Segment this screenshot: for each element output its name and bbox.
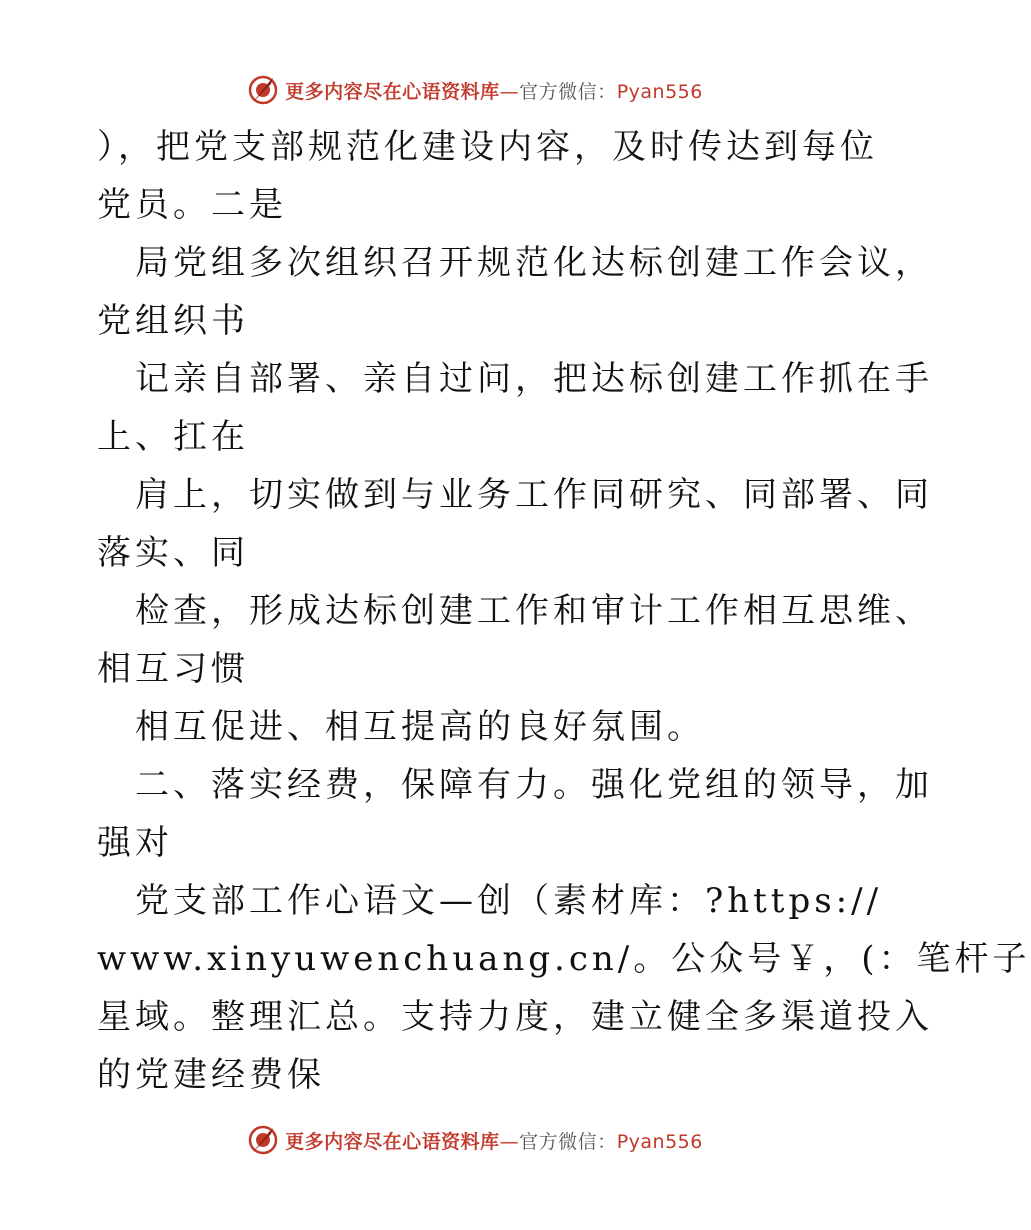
header-banner-text bbox=[285, 77, 703, 104]
document-body bbox=[97, 118, 1031, 1104]
body-line: ），把党支部规范化建设内容，及时传达到每位 bbox=[97, 127, 878, 167]
body-line: 落实、同 bbox=[97, 533, 249, 573]
footer-brand: 更多内容尽在心语资料库 bbox=[285, 1130, 500, 1153]
body-line: 星域。整理汇总。支持力度，建立健全多渠道投入 bbox=[97, 997, 933, 1037]
body-line: 的党建经费保 bbox=[97, 1055, 325, 1095]
body-line: 上、扛在 bbox=[97, 417, 249, 457]
footer-banner-text bbox=[285, 1127, 703, 1154]
body-line: 肩上，切实做到与业务工作同研究、同部署、同 bbox=[135, 475, 933, 515]
body-line: 强对 bbox=[97, 823, 173, 863]
header-banner bbox=[0, 70, 950, 110]
body-line: 局党组多次组织召开规范化达标创建工作会议， bbox=[135, 243, 933, 283]
body-line: 党组织书 bbox=[97, 301, 249, 341]
footer-wechat-label: 官方微信： bbox=[519, 1130, 617, 1153]
body-line: 检查，形成达标创建工作和审计工作相互思维、 bbox=[135, 591, 933, 631]
body-line: 党员。二是 bbox=[97, 185, 287, 225]
body-line: 二、落实经费，保障有力。强化党组的领导，加 bbox=[135, 765, 933, 805]
quill-seal-icon bbox=[247, 1124, 279, 1156]
footer-banner bbox=[0, 1120, 950, 1160]
body-line: 记亲自部署、亲自过问，把达标创建工作抓在手 bbox=[135, 359, 933, 399]
body-line: www.xinyuwenchuang.cn/。公众号￥，(：笔杆子 bbox=[97, 939, 1031, 979]
header-wechat-label: 官方微信： bbox=[519, 80, 617, 103]
header-wechat-id: Pyan556 bbox=[616, 80, 703, 103]
footer-wechat-id: Pyan556 bbox=[616, 1130, 703, 1153]
body-line: 相互促进、相互提高的良好氛围。 bbox=[135, 707, 705, 747]
body-line: 党支部工作心语文—创（素材库：?https:// bbox=[135, 881, 883, 921]
body-line: 相互习惯 bbox=[97, 649, 249, 689]
quill-seal-icon bbox=[247, 74, 279, 106]
footer-dash: — bbox=[499, 1130, 520, 1153]
header-brand: 更多内容尽在心语资料库 bbox=[285, 80, 500, 103]
header-dash: — bbox=[499, 80, 520, 103]
